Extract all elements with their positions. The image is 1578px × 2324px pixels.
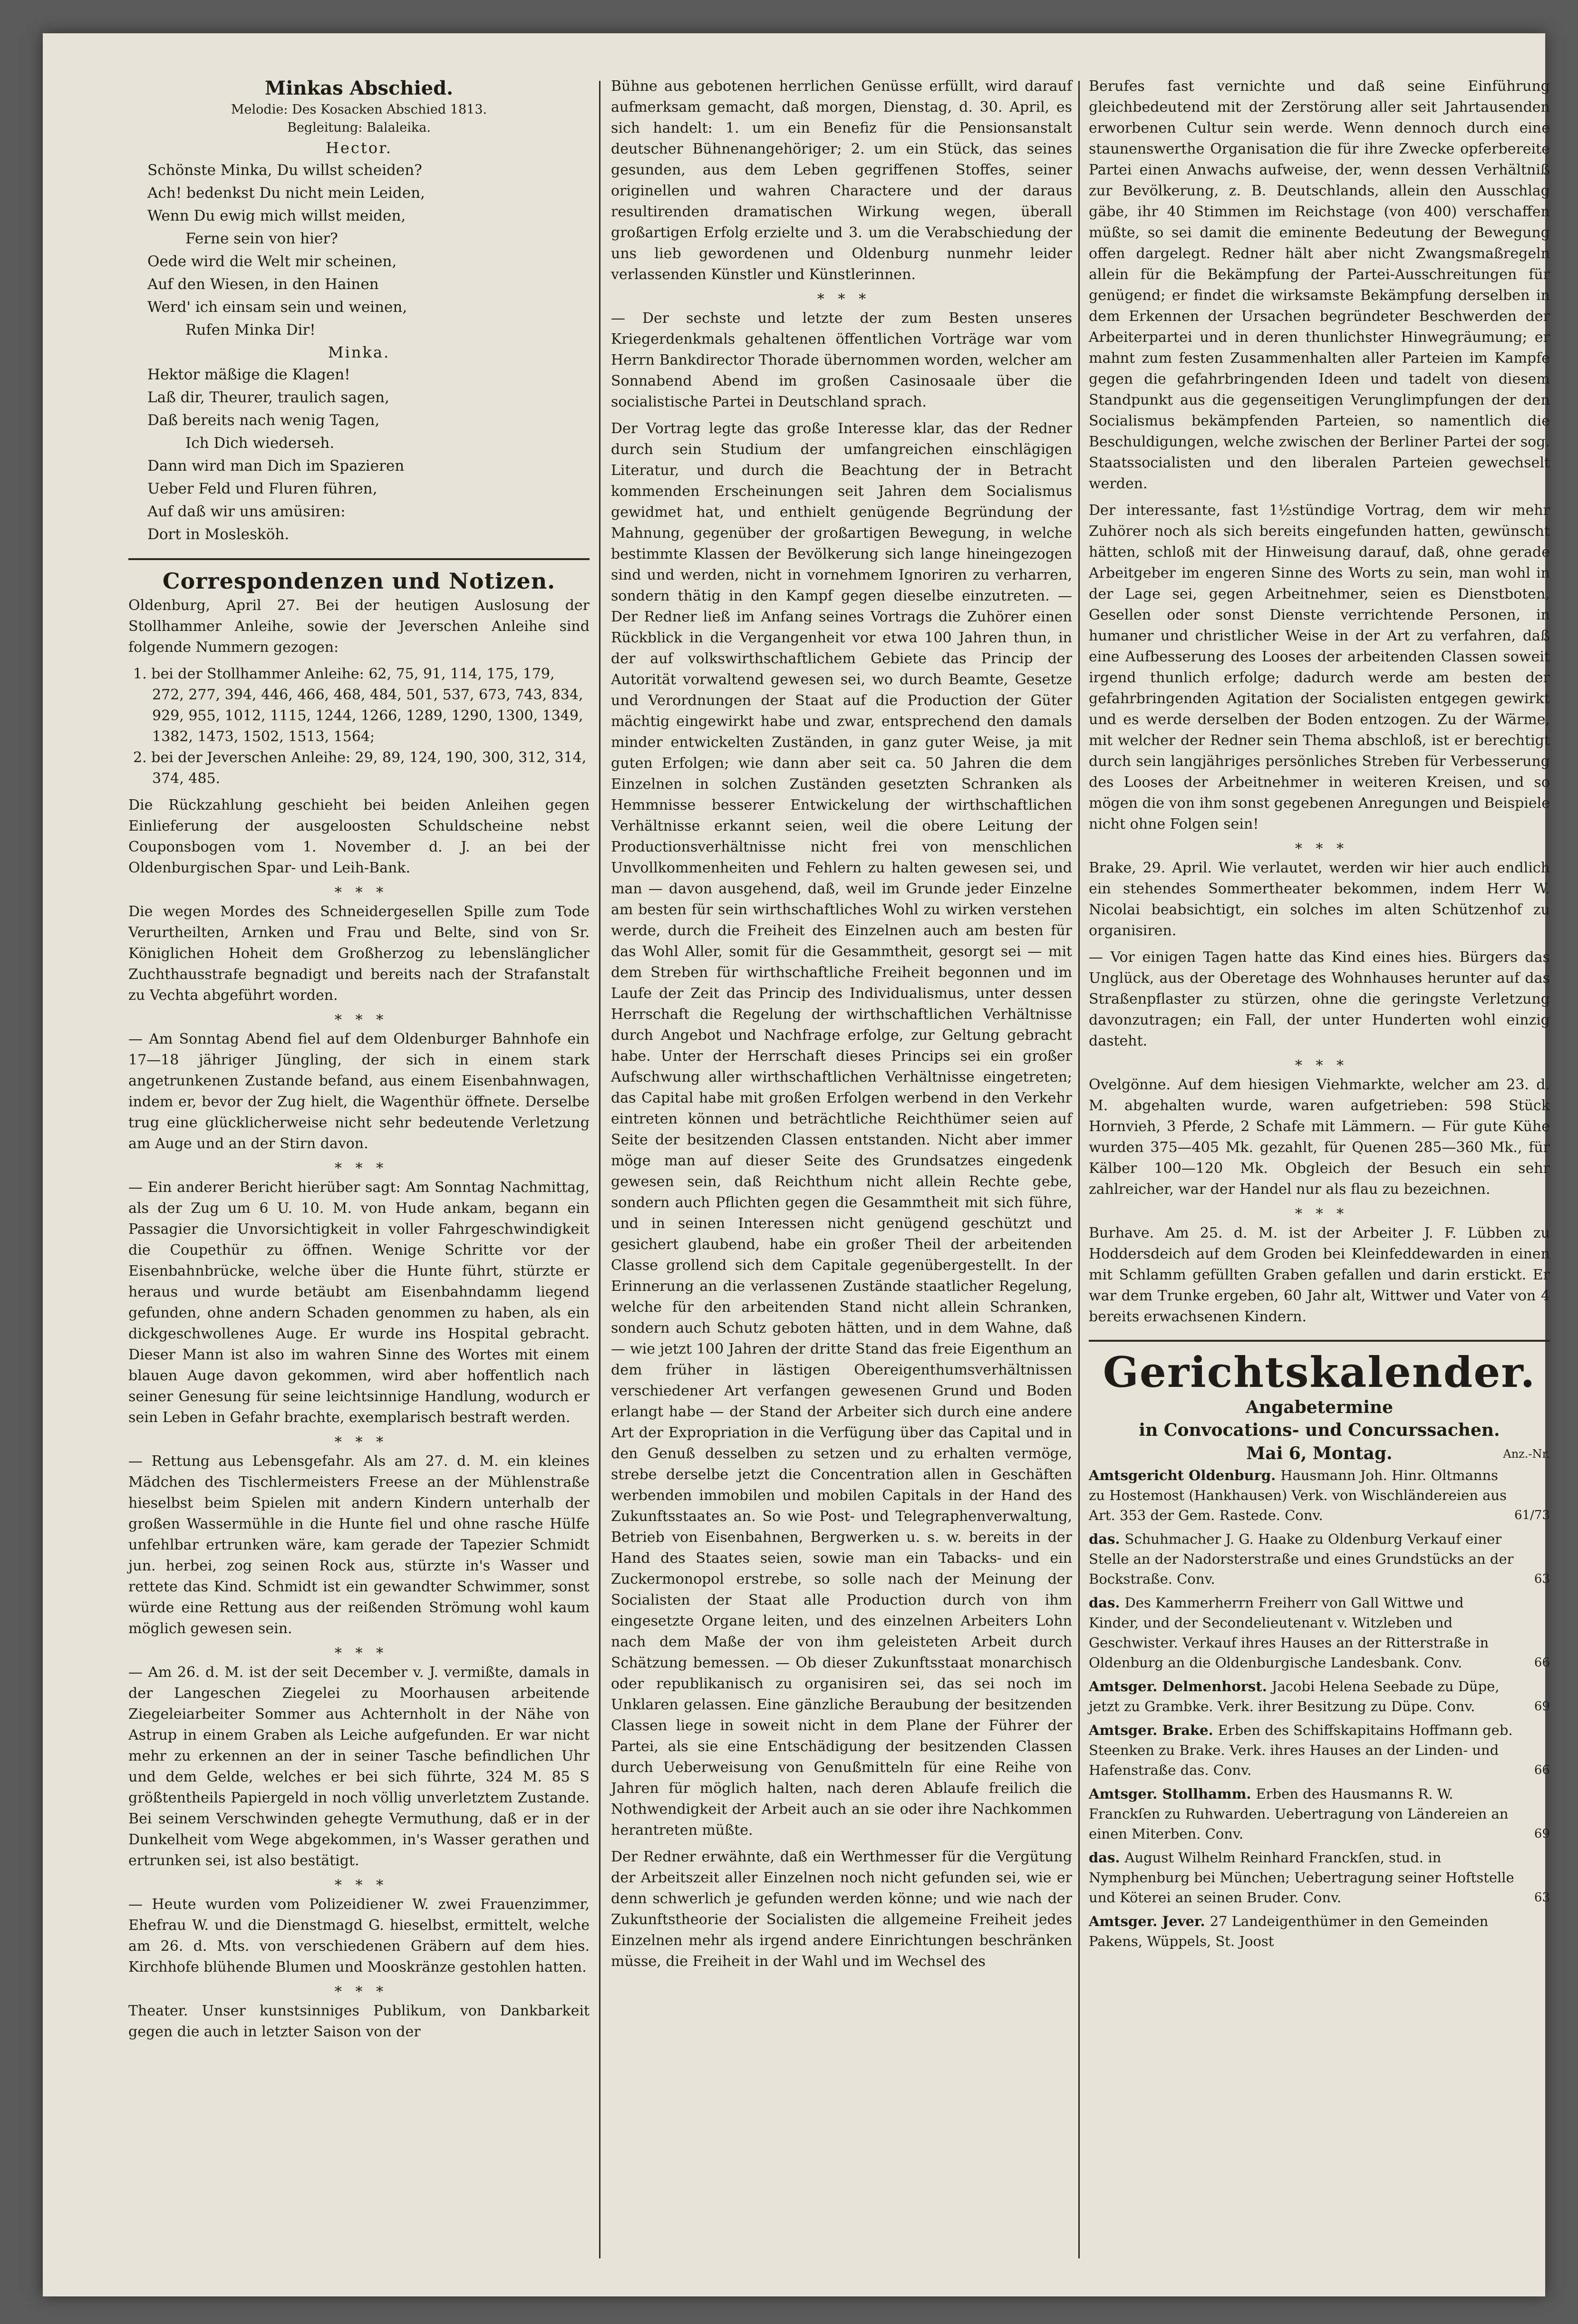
article-paragraph: Ovelgönne. Auf dem hiesigen Viehmarkte, welcher am 23. d. M. abgehalten wurde, waren aufgetrieben: 598 Stück Hornvieh, 3 Pferde, 2 Schafe mit Lämmern. — Für gute Kühe wurden 375—405 Mk. gezahlt, für Quenen 285—360 Mk., für Kälber 100—120 Mk. Obgleich der Besuch ein sehr zahlreicher, war der Handel nur als flau zu bezeichnen. bbox=[1089, 1076, 1550, 1198]
calendar-row bbox=[1089, 1465, 1550, 1525]
separator-stars: * * * bbox=[334, 1160, 384, 1177]
poem-accompaniment: Begleitung: Balaleika. bbox=[287, 120, 431, 135]
column-divider bbox=[1078, 81, 1080, 2258]
poem-line: Daß bereits nach wenig Tagen, bbox=[147, 412, 380, 429]
number-list bbox=[128, 664, 590, 789]
poem-line: Laß dir, Theurer, traulich sagen, bbox=[147, 389, 389, 406]
poem-melody: Melodie: Des Kosacken Abschied 1813. bbox=[231, 102, 487, 117]
column-middle bbox=[611, 76, 1072, 1978]
calendar-list bbox=[1089, 1465, 1550, 1951]
poem-speaker: Hector. bbox=[326, 139, 392, 157]
article-paragraph: — Ein anderer Bericht hierüber sagt: Am Sonntag Nachmittag, als der Zug um 6 U. 10. M. von Hude ankam, begann ein Passagier die Unvorsichtigkeit in voller Fahrgeschwindigkeit die Coupethür zu öffnen. Wenige Schritte vor der Eisenbahnbrücke, welche über die Hunte führt, stürzte er heraus und wurde betäubt am Eisenbahndamm liegend gefunden, ohne andern Schaden genommen zu haben, als ein dickgeschwollenes Auge. Er wurde ins Hospital gebracht. Dieser Mann ist also im wahren Sinne des Wortes mit einem blauen Auge davon gekommen, wird aber hoffentlich nach seiner Genesung für seine leichtsinnige Handlung, wodurch er sein Leben in Gefahr brachte, exemplarisch bestraft werden. bbox=[128, 1179, 590, 1426]
separator-stars: * * * bbox=[334, 1645, 384, 1662]
calendar-subtitle: Angabetermine bbox=[1245, 1397, 1394, 1417]
calendar-court: Amtsger. Jever. bbox=[1089, 1913, 1205, 1929]
article-paragraph: Berufes fast vernichte und daß seine Einführung gleichbedeutend mit der Zerstörung aller seit Jahrtausenden erworbenen Cultur sein werde. Wenn dennoch durch eine staunenswerthe Organisation die für ihre Zwecke opferbereite Partei einen Anwachs aufweise, der, wenn dessen Verhältniß zur Bevölkerung, z. B. Deutschlands, allein den Ausschlag gäbe, ihr 40 Stimmen im Reichstage (von 400) verschaffen müßte, so sei damit die eminente Bedeutung der Bewegung offen dargelegt. Redner hält aber nicht Zwangsmaßregeln allein für die Bekämpfung der Partei-Ausschreitungen für genügend; er findet die wirksamste Bekämpfung derselben in dem Erkennen der Ursachen begründeter Beschwerden der Arbeiterpartei und in deren thunlichster Hinwegräumung; er mahnt zum festen Zusammenhalten aller Parteien im Kampfe gegen die gefahrbringenden Ideen und tadelt von diesem Standpunkt aus die gegenseitigen Verunglimpfungen der den Socialismus bekämpfenden Parteien, so namentlich die Beschuldigungen, welche zwischen der Berliner Partei der sog. Staatssocialisten und den liberalen Parteien gewechselt werden. bbox=[1089, 78, 1550, 492]
calendar-entry-number: 63 bbox=[1534, 1890, 1550, 1905]
article-paragraph: Die Rückzahlung geschieht bei beiden Anleihen gegen Einlieferung der ausgeloosten Schuldscheine nebst Couponsbogen vom 1. November d. J. an bei der Oldenburgischen Spar- und Leih-Bank. bbox=[128, 797, 590, 876]
calendar-court: das. bbox=[1089, 1595, 1120, 1611]
poem-line: Oede wird die Welt mir scheinen, bbox=[147, 253, 397, 270]
calendar-court: Amtsger. Stollhamm. bbox=[1089, 1786, 1251, 1802]
separator-stars: * * * bbox=[334, 1984, 384, 2000]
calendar-entry-text: Hausmann Joh. Hinr. Oltmanns zu Hostemost (Hankhausen) Verk. von Wischländereien aus Art. 353 der Gem. Rastede. Conv. bbox=[1089, 1467, 1507, 1523]
separator-stars: * * * bbox=[817, 291, 866, 308]
calendar-row bbox=[1089, 1593, 1550, 1673]
calendar-entry-number: 69 bbox=[1534, 1827, 1550, 1841]
separator-stars: * * * bbox=[334, 1012, 384, 1028]
calendar-court: das. bbox=[1089, 1850, 1120, 1866]
poem-line: Dort in Moslesköh. bbox=[147, 526, 290, 543]
poem-line: Werd' ich einsam sein und weinen, bbox=[147, 299, 407, 316]
list-item: 2. bei der Jeverschen Anleihe: 29, 89, 124, 190, 300, 312, 314, 374, 485. bbox=[133, 749, 587, 787]
calendar-entry-number: 69 bbox=[1534, 1699, 1550, 1714]
calendar-entry-text: Erben des Schiffskapitains Hoffmann geb. Steenken zu Brake. Verk. ihres Hauses an der Linden- und Hafenstraße das. Conv. bbox=[1089, 1722, 1513, 1778]
poem-line: Hektor mäßige die Klagen! bbox=[147, 366, 350, 383]
article-paragraph: — Vor einigen Tagen hatte das Kind eines hies. Bürgers das Unglück, aus der Oberetage des Wohnhauses herunter auf das Straßenpflaster zu stürzen, ohne die geringste Verletzung davonzutragen; ein Fall, der unter Hunderten wohl einzig dasteht. bbox=[1089, 949, 1550, 1049]
poem-line: Auf daß wir uns amüsiren: bbox=[147, 503, 346, 520]
article-paragraph: — Am 26. d. M. ist der seit December v. J. vermißte, damals in der Langeschen Ziegelei zu Moorhausen arbeitende Ziegeleiarbeiter Sommer aus Achternholt in der Nähe von Astrup in einem Graben als Leiche aufgefunden. Er war nicht mehr zu erkennen an der in seiner Tasche befindlichen Uhr und dem Gelde, welches er bei sich führte, 324 M. 85 S größtentheils Papiergeld in noch völlig unverletztem Zustande. Bei seinem Verschwinden gehegte Vermuthung, daß er in der Dunkelheit vom Wege abgekommen, in's Wasser gerathen und ertrunken sei, ist also bestätigt. bbox=[128, 1664, 590, 1869]
calendar-entry-number: 66 bbox=[1534, 1763, 1550, 1777]
article-paragraph: Der interessante, fast 1½stündige Vortrag, dem wir mehr Zuhörer noch als sich bereits eingefunden hatten, gewünscht hätten, schloß mit der Hinweisung darauf, daß, ohne gerade Arbeitgeber im engeren Sinne des Worts zu sein, man wohl in der Lage sei, gegen Arbeitnehmer, seien es Dienstboten, Gesellen oder sonst Dienste verrichtende Personen, in humaner und christlicher Weise in der Art zu verfahren, daß eine Aufbesserung des Looses der arbeitenden Classen soweit irgend thunlich erfolge; dadurch werde am besten der gefahrbringenden Agitation der Socialisten entgegen gewirkt und es werde derselben der Boden entzogen. Zu der Wärme, mit welcher der Redner sein Thema abschloß, ist er berechtigt durch sein langjähriges persönliches Streben für Verbesserung des Looses der Arbeitnehmer in weiteren Kreisen, und so mögen die von ihm sonst gegebenen Anregungen und Beispiele nicht ohne Folgen sein! bbox=[1089, 502, 1550, 833]
article-paragraph: Oldenburg, April 27. Bei der heutigen Auslosung der Stollhammer Anleihe, sowie der Jeverschen Anleihe sind folgende Nummern gezogen: bbox=[128, 597, 590, 656]
poem-line: Schönste Minka, Du willst scheiden? bbox=[147, 162, 422, 179]
article-paragraph: Bühne aus gebotenen herrlichen Genüsse erfüllt, wird darauf aufmerksam gemacht, daß morgen, Dienstag, d. 30. April, es sich handelt: 1. um ein Benefiz für die Pensionsanstalt deutscher Bühnenangehöriger; 2. um ein Stück, das seines gesunden, aus dem Leben gegriffenen Stoffes, seiner originellen und wahren Charactere und der daraus resultirenden dramatischen Wirkung wegen, überall großartigen Erfolg erzielte und 3. um die Verabschiedung der uns lieb gewordenen und Oldenburg nunmehr leider verlassenden Künstler und Künstlerinnen. bbox=[611, 78, 1072, 283]
poem-stanza bbox=[128, 159, 590, 341]
column-divider bbox=[599, 81, 600, 2258]
calendar-entry-text: Jacobi Helena Seebade zu Düpe, jetzt zu Grambke. Verk. ihrer Besitzung zu Düpe. Conv. bbox=[1089, 1678, 1500, 1714]
poem-speaker: Minka. bbox=[328, 343, 390, 361]
calendar-row bbox=[1089, 1720, 1550, 1780]
article-paragraph: Der Vortrag legte das große Interesse klar, das der Redner durch sein Studium der umfangreichen einschlägigen Literatur, und durch die Beachtung der in Betracht kommenden Erscheinungen seit Jahren dem Socialismus gewidmet hat, und enthielt genügende Begründung der Mahnung, gegenüber der großartigen Bewegung, in welche bestimmte Klassen der Bevölkerung sich lange hineingezogen sind und werden, nicht in vornehmem Ignoriren zu verharren, sondern thätig in den Kampf gegen dieselbe einzutreten. — Der Redner ließ im Anfang seines Vortrags die Zuhörer einen Rückblick in die Vergangenheit vor etwa 100 Jahren thun, in der auf volkswirthschaftlichem Gebiete das Princip der Autorität vorwaltend gewesen sei, wo durch Beamte, Gesetze und Verordnungen der Staat auf die Production der Güter mächtig eingewirkt habe und zwar, entsprechend den damals minder entwickelten Zuständen, in ganz guter Weise, ja mit guten Erfolgen; wie dann aber seit ca. 50 Jahren die dem Einzelnen in solchen Zuständen gesetzten Schranken als Hemmnisse besserer Entwickelung der wirthschaftlichen Verhältnisse erkannt seien, weil die obere Leitung der Productionsverhältnisse nicht frei von menschlichen Unvollkommenheiten und Fehlern zu halten gewesen sei, und man — davon ausgehend, daß, weil im Grunde jeder Einzelne am besten für sein wirthschaftliches Wohl zu wirken verstehen werde, durch die Freiheit des Einzelnen auch am besten für das Wohl Aller, somit für die Gesammtheit, gesorgt sei — mit dem Streben für wirthschaftliche Freiheit begonnen und im Laufe der Zeit das Princip des Individualismus, unter dessen Herrschaft die Regelung der wirthschaftlichen Verhältnisse durch Angebot und Nachfrage erfolge, zur Geltung gebracht habe. Unter der Herrschaft dieses Princips sei ein großer Aufschwung aller wirthschaftlichen Verhältnisse eingetreten; das Capital habe mit großen Erfolgen werbend in den Verkehr eintreten können und beträchtliche Reichthümer seien auf Seite der besitzenden Classen entstanden. Nicht aber immer möge man auf dieser Seite des Grundsatzes eingedenk gewesen sein, daß Reichthum nicht allein Rechte gebe, sondern auch Pflichten gegen die Gesammtheit mit sich führe, und in seinen Interessen nicht genügend geschützt und gesichert glaubend, habe ein großer Theil der arbeitenden Classe grollend sich dem Capitale gegenübergestellt. In der Erinnerung an die verlassenen Zustände staatlicher Regelung, welche für den arbeitenden Stand nicht allein Schranken, sondern auch Schutz geboten hätten, und in dem Wahne, daß — wie jetzt 100 Jahren der dritte Stand das freie Eigenthum an dem früher in lästigen Obereigenthumsverhältnissen verschiedener Art verfangen gewesenen Grund und Boden erlangt habe — der Stand der Arbeiter sich durch eine andere Art der Expropriation in die Verfügung über das Capital und in den Genuß desselben zu setzen und zu erhalten vermöge, strebe derselbe jetzt die Concentration allen in Geschäften werbenden immobilen und mobilen Capitals in der Hand des Zukunftsstaates an. So wie Post- und Telegraphenverwaltung, Betrieb von Eisenbahnen, Bergwerken u. s. w. bereits in der Hand des Staates seien, sowie man ein Tabacks- und ein Zuckermonopol erstrebe, so solle nach der Meinung der Socialisten der Staat alle Production durch von ihm eingesetzte Organe leiten, und des einzelnen Arbeiters Lohn nach dem Maße der von ihm geleisteten Arbeit durch Schätzung bemessen. — Ob dieser Zukunftsstaat monarchisch oder republikanisch zu organisiren sei, das sei noch im Unklaren gelassen. Eine gänzliche Beraubung der besitzenden Classen liege in soweit nicht in dem Plane der Führer der Partei, als sie eine Entschädigung der besitzenden Classen durch Ueberweisung von Genußmitteln für eine Reihe von Jahren für möglich halten, nach deren Ablaufe freilich die Nothwendigkeit der Arbeit auch an sie oder ihre Nachkommen herantreten müßte. bbox=[611, 420, 1072, 1839]
article-paragraph: Der Redner erwähnte, daß ein Werthmesser für die Vergütung der Arbeitszeit aller Einzelnen noch nicht gefunden sei, wie er denn schwerlich je gefunden werden könne; und wie nach der Zukunftstheorie der Socialisten die allgemeine Freiheit jedes Einzelnen mehr als irgend andere Einrichtungen beschränken müsse, die Freiheit in der Wahl und im Wechsel des bbox=[611, 1849, 1072, 1970]
article-paragraph: — Rettung aus Lebensgefahr. Als am 27. d. M. ein kleines Mädchen des Tischlermeisters Freese an der Mühlenstraße hieselbst beim Spielen mit andern Kindern unterhalb der großen Wassermühle in die Hunte fiel und ohne rasche Hülfe unfehlbar ertrunken wäre, kam gerade der Tapezier Schmidt jun. herbei, zog seinen Rock aus, stürzte in's Wasser und rettete das Kind. Schmidt ist ein gewandter Schwimmer, sonst würde eine Rettung aus der reißenden Strömung wohl kaum möglich gewesen sein. bbox=[128, 1453, 590, 1637]
calendar-entry-text: Erben des Hausmanns R. W. Franckſen zu Ruhwarden. Uebertragung von Ländereien an einen Miterben. Conv. bbox=[1089, 1786, 1509, 1842]
section-rule bbox=[128, 558, 590, 560]
calendar-entry-text: Schuhmacher J. G. Haake zu Oldenburg Verkauf einer Stelle an der Nadorsterstraße und eines Grundstücks an der Bockstraße. Conv. bbox=[1089, 1531, 1514, 1587]
calendar-entry-text: 27 Landeigenthümer in den Gemeinden Pakens, Wüppels, St. Joost bbox=[1089, 1913, 1489, 1949]
section-heading: Correspondenzen und Notizen. bbox=[162, 568, 556, 594]
poem-line: Rufen Minka Dir! bbox=[185, 321, 316, 339]
calendar-court: das. bbox=[1089, 1531, 1120, 1547]
calendar-date-line bbox=[1089, 1442, 1550, 1465]
calendar-date: Mai 6, Montag. bbox=[1246, 1443, 1393, 1463]
calendar-court: Amtsgericht Oldenburg. bbox=[1089, 1467, 1276, 1483]
poem-line: Ferne sein von hier? bbox=[185, 230, 338, 247]
calendar-row bbox=[1089, 1784, 1550, 1844]
poem-line: Ueber Feld und Fluren führen, bbox=[147, 480, 378, 497]
separator-stars: * * * bbox=[334, 1434, 384, 1451]
calendar-court: Amtsger. Brake. bbox=[1089, 1722, 1213, 1738]
calendar-number-header: Anz.-Nr. bbox=[1503, 1447, 1550, 1461]
calendar-title: Gerichtskalender. bbox=[1103, 1347, 1536, 1397]
separator-stars: * * * bbox=[334, 884, 384, 901]
section-rule bbox=[1089, 1340, 1550, 1342]
column-right bbox=[1089, 76, 1550, 1955]
article-paragraph: Brake, 29. April. Wie verlautet, werden wir hier auch endlich ein stehendes Sommertheater bekommen, indem Herr W. Nicolai beabsichtigt, ein solches im alten Schützenhof zu organisiren. bbox=[1089, 860, 1550, 939]
poem-line: Ach! bedenkst Du nicht mein Leiden, bbox=[147, 184, 425, 202]
calendar-entry-number: 61/73 bbox=[1514, 1508, 1550, 1522]
poem-line: Dann wird man Dich im Spazieren bbox=[147, 457, 405, 474]
article-paragraph: — Am Sonntag Abend fiel auf dem Oldenburger Bahnhofe ein 17—18 jähriger Jüngling, der sich in einem stark angetrunkenen Zustande befand, aus einem Eisenbahnwagen, indem er, bevor der Zug hielt, die Wagenthür öffnete. Derselbe trug eine glücklicherweise nicht sehr bedeutende Verletzung am Auge und an der Stirn davon. bbox=[128, 1031, 590, 1152]
calendar-row bbox=[1089, 1848, 1550, 1908]
poem-line: Auf den Wiesen, in den Hainen bbox=[147, 276, 379, 293]
calendar-entry-number: 63 bbox=[1534, 1572, 1550, 1586]
poem-line: Wenn Du ewig mich willst meiden, bbox=[147, 207, 406, 224]
calendar-court: Amtsger. Delmenhorst. bbox=[1089, 1678, 1267, 1695]
poem-title: Minkas Abschied. bbox=[264, 77, 454, 99]
newspaper-page bbox=[43, 33, 1550, 2296]
calendar-subtitle: in Convocations- und Concurssachen. bbox=[1139, 1420, 1500, 1440]
column-left bbox=[128, 76, 590, 2048]
article-paragraph: Theater. Unser kunstsinniges Publikum, von Dankbarkeit gegen die auch in letzter Saison von der bbox=[128, 2003, 590, 2040]
article-paragraph: Burhave. Am 25. d. M. ist der Arbeiter J. F. Lübben zu Hoddersdeich auf dem Groden bei Kleinfeddewarden in einen mit Schlamm gefüllten Graben gefallen und darin erstickt. Er war dem Trunke ergeben, 60 Jahr alt, Wittwer und Vater von 4 bereits erwachsenen Kindern. bbox=[1089, 1225, 1550, 1325]
article-paragraph: — Heute wurden vom Polizeidiener W. zwei Frauenzimmer, Ehefrau W. und die Dienstmagd G. hieselbst, ermittelt, welche am 26. d. Mts. von verschiedenen Gräbern auf dem hies. Kirchhofe blühende Blumen und Mooskränze gestohlen hatten. bbox=[128, 1896, 590, 1975]
calendar-row bbox=[1089, 1529, 1550, 1589]
poem-line: Ich Dich wiederseh. bbox=[185, 435, 335, 452]
calendar-entry-number: 66 bbox=[1534, 1656, 1550, 1670]
calendar-entry-text: Des Kammerherrn Freiherr von Gall Wittwe und Kinder, und der Secondelieutenant v. Witzleben und Geschwister. Verkauf ihres Hauses an der Ritterstraße in Oldenburg an die Oldenburgische Landesbank. Conv. bbox=[1089, 1595, 1489, 1671]
calendar-row bbox=[1089, 1676, 1550, 1716]
separator-stars: * * * bbox=[1295, 841, 1344, 857]
article-paragraph: Die wegen Mordes des Schneidergesellen Spille zum Tode Verurtheilten, Arnken und Frau und Belte, sind von Sr. Königlichen Hoheit dem Großherzog zu lebenslänglicher Zuchthausstrafe begnadigt und bereits nach der Strafanstalt zu Vechta abgeführt worden. bbox=[128, 903, 590, 1004]
separator-stars: * * * bbox=[334, 1877, 384, 1894]
separator-stars: * * * bbox=[1295, 1206, 1344, 1222]
calendar-entry-text: August Wilhelm Reinhard Franckſen, stud. in Nymphenburg bei München; Uebertragung seiner Hoftstelle und Köterei an seinen Bruder. Conv. bbox=[1089, 1850, 1514, 1906]
calendar-row bbox=[1089, 1911, 1550, 1951]
list-item: 1. bei der Stollhammer Anleihe: 62, 75, 91, 114, 175, 179, 272, 277, 394, 446, 466, 468, 484, 501, 537, 673, 743, 834, 929, 955, 1012, 1115, 1244, 1266, 1289, 1290, 1300, 1349, 1382, 1473, 1502, 1513, 1564; bbox=[133, 666, 583, 745]
poem-stanza bbox=[128, 363, 590, 546]
article-paragraph: — Der sechste und letzte der zum Besten unseres Kriegerdenkmals gehaltenen öffentlichen Vorträge war vom Herrn Bankdirector Thorade übernommen worden, welcher am Sonnabend Abend im großen Casinosaale über die socialistische Partei in Deutschland sprach. bbox=[611, 310, 1072, 410]
separator-stars: * * * bbox=[1295, 1057, 1344, 1074]
